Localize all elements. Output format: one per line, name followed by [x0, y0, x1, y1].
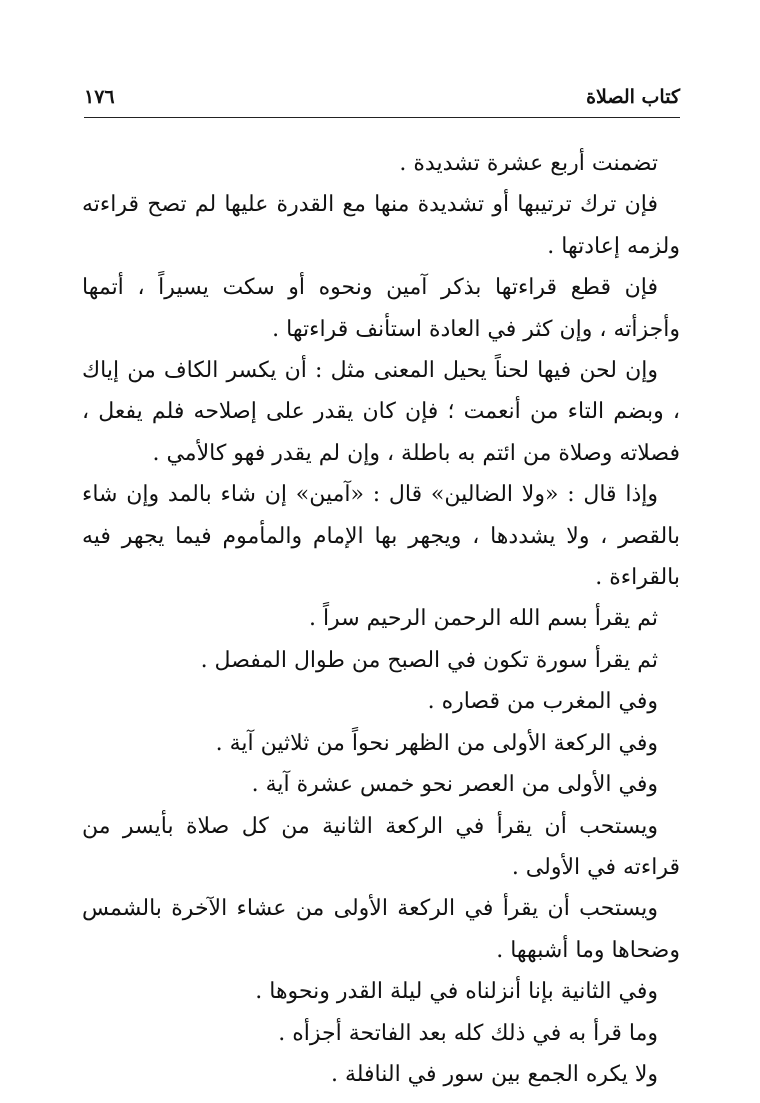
- paragraph: ويستحب أن يقرأ في الركعة الثانية من كل صلاة بأيسر من قراءته في الأولى .: [82, 813, 680, 880]
- paragraph: فإن قطع قراءتها بذكر آمين ونحوه أو سكت يسيراً ، أتمها وأجزأته ، وإن كثر في العادة استأنف قراءتها .: [82, 275, 680, 342]
- page-number: ١٧٦: [84, 86, 115, 108]
- paragraph: وفي الأولى من العصر نحو خمس عشرة آية .: [251, 772, 658, 798]
- paragraph: ولا يكره الجمع بين سور في النافلة .: [330, 1061, 658, 1087]
- paragraph: تضمنت أربع عشرة تشديدة .: [399, 151, 658, 176]
- paragraph: وما قرأ به في ذلك كله بعد الفاتحة أجزأه .: [278, 1020, 658, 1046]
- running-header: [84, 86, 680, 114]
- paragraph: وإن لحن فيها لحناً يحيل المعنى مثل : أن يكسر الكاف من إياك ، وبضم التاء من أنعمت ؛ فإن كان يقدر على إصلاحه فلم يفعل ، فصلاته وصلاة من ائتم به باطلة ، وإن لم يقدر فهو كالأمي .: [82, 358, 680, 466]
- paragraph: وفي الثانية بإنا أنزلناه في ليلة القدر ونحوها .: [255, 979, 658, 1005]
- paragraph: ثم يقرأ سورة تكون في الصبح من طوال المفصل .: [200, 647, 658, 673]
- paragraph: وفي الركعة الأولى من الظهر نحواً من ثلاثين آية .: [215, 730, 658, 756]
- paragraph: فإن ترك ترتيبها أو تشديدة منها مع القدرة عليها لم تصح قراءته ولزمه إعادتها .: [82, 192, 680, 259]
- paragraph: وفي المغرب من قصاره .: [427, 689, 658, 715]
- paragraph: وإذا قال : «ولا الضالين» قال : «آمين» إن شاء بالمد وإن شاء بالقصر ، ولا يشددها ، ويجهر بها الإمام والمأموم فيما يجهر فيه بالقراءة .: [82, 482, 680, 591]
- paragraph: ثم يقرأ بسم الله الرحمن الرحيم سراً .: [308, 606, 658, 632]
- header-rule: [84, 117, 680, 118]
- paragraph: ويستحب أن يقرأ في الركعة الأولى من عشاء الآخرة بالشمس وضحاها وما أشبهها .: [82, 896, 680, 963]
- body-text: [82, 143, 680, 1095]
- running-title: كتاب الصلاة: [586, 86, 680, 108]
